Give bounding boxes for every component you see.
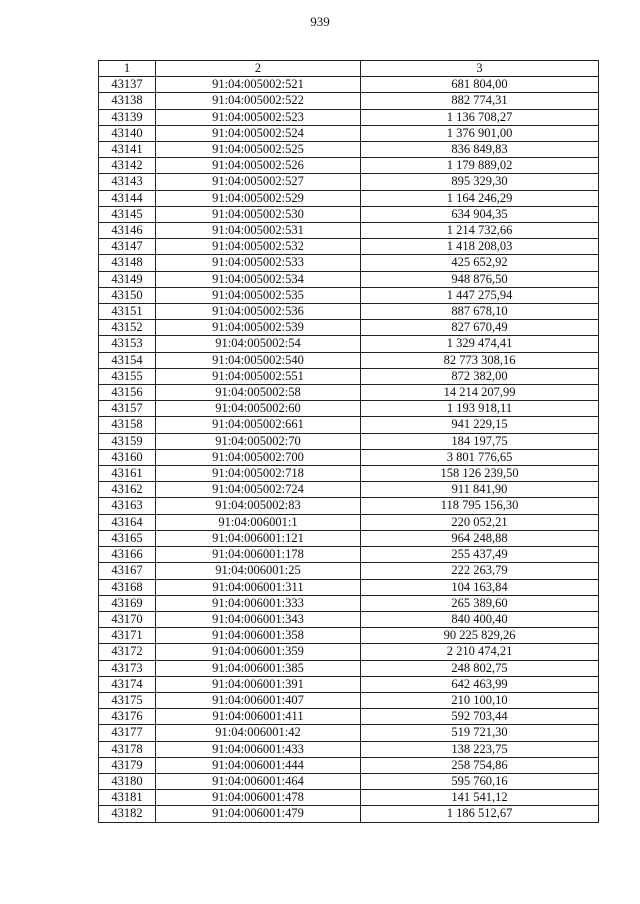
cell-cadastral-number: 91:04:005002:530 xyxy=(156,206,361,222)
cell-cadastral-number: 91:04:005002:529 xyxy=(156,190,361,206)
cell-row-number: 43177 xyxy=(99,725,156,741)
cell-cadastral-value: 222 263,79 xyxy=(361,563,599,579)
table-row xyxy=(99,401,599,417)
table-row xyxy=(99,692,599,708)
cell-row-number: 43167 xyxy=(99,563,156,579)
cell-cadastral-value: 595 760,16 xyxy=(361,773,599,789)
table-row xyxy=(99,368,599,384)
cell-cadastral-value: 1 179 889,02 xyxy=(361,158,599,174)
table-row xyxy=(99,741,599,757)
cell-cadastral-number: 91:04:005002:540 xyxy=(156,352,361,368)
table-row xyxy=(99,676,599,692)
cell-cadastral-value: 258 754,86 xyxy=(361,757,599,773)
cell-row-number: 43152 xyxy=(99,320,156,336)
cell-cadastral-number: 91:04:006001:343 xyxy=(156,611,361,627)
cell-cadastral-number: 91:04:006001:1 xyxy=(156,514,361,530)
cell-cadastral-value: 118 795 156,30 xyxy=(361,498,599,514)
cell-cadastral-number: 91:04:006001:464 xyxy=(156,773,361,789)
cell-cadastral-value: 255 437,49 xyxy=(361,547,599,563)
column-header-cadastral-number: 2 xyxy=(156,61,361,77)
cell-cadastral-value: 681 804,00 xyxy=(361,77,599,93)
cell-cadastral-number: 91:04:006001:311 xyxy=(156,579,361,595)
cell-row-number: 43182 xyxy=(99,806,156,822)
cell-row-number: 43141 xyxy=(99,142,156,158)
cell-cadastral-value: 941 229,15 xyxy=(361,417,599,433)
cell-cadastral-number: 91:04:006001:411 xyxy=(156,709,361,725)
cell-row-number: 43145 xyxy=(99,206,156,222)
cell-cadastral-value: 592 703,44 xyxy=(361,709,599,725)
table-row xyxy=(99,239,599,255)
table-row xyxy=(99,498,599,514)
table-row xyxy=(99,433,599,449)
cell-cadastral-value: 141 541,12 xyxy=(361,790,599,806)
cell-cadastral-value: 265 389,60 xyxy=(361,595,599,611)
cell-cadastral-number: 91:04:005002:54 xyxy=(156,336,361,352)
cell-cadastral-number: 91:04:005002:527 xyxy=(156,174,361,190)
cell-row-number: 43173 xyxy=(99,660,156,676)
table-row xyxy=(99,77,599,93)
cell-cadastral-value: 840 400,40 xyxy=(361,611,599,627)
cell-cadastral-number: 91:04:005002:539 xyxy=(156,320,361,336)
cell-row-number: 43180 xyxy=(99,773,156,789)
cell-row-number: 43149 xyxy=(99,271,156,287)
cell-row-number: 43150 xyxy=(99,287,156,303)
table-row xyxy=(99,660,599,676)
cell-row-number: 43172 xyxy=(99,644,156,660)
table-row xyxy=(99,190,599,206)
table-row xyxy=(99,174,599,190)
cell-cadastral-number: 91:04:005002:83 xyxy=(156,498,361,514)
cell-cadastral-value: 827 670,49 xyxy=(361,320,599,336)
cell-row-number: 43138 xyxy=(99,93,156,109)
table-row xyxy=(99,514,599,530)
table-row xyxy=(99,757,599,773)
table-row xyxy=(99,255,599,271)
cell-cadastral-number: 91:04:005002:700 xyxy=(156,449,361,465)
cell-cadastral-number: 91:04:006001:25 xyxy=(156,563,361,579)
column-header-cadastral-value: 3 xyxy=(361,61,599,77)
cell-row-number: 43139 xyxy=(99,109,156,125)
cell-cadastral-number: 91:04:005002:535 xyxy=(156,287,361,303)
cell-cadastral-value: 184 197,75 xyxy=(361,433,599,449)
cell-cadastral-number: 91:04:006001:121 xyxy=(156,530,361,546)
table-row xyxy=(99,628,599,644)
cell-row-number: 43164 xyxy=(99,514,156,530)
table-row xyxy=(99,449,599,465)
table-row xyxy=(99,790,599,806)
cell-row-number: 43163 xyxy=(99,498,156,514)
table-row xyxy=(99,725,599,741)
cell-cadastral-value: 82 773 308,16 xyxy=(361,352,599,368)
table-row xyxy=(99,125,599,141)
cell-cadastral-value: 1 376 901,00 xyxy=(361,125,599,141)
cell-row-number: 43165 xyxy=(99,530,156,546)
cell-cadastral-value: 425 652,92 xyxy=(361,255,599,271)
cell-row-number: 43147 xyxy=(99,239,156,255)
cell-cadastral-number: 91:04:005002:718 xyxy=(156,466,361,482)
cell-cadastral-value: 158 126 239,50 xyxy=(361,466,599,482)
table-row xyxy=(99,709,599,725)
cell-cadastral-value: 2 210 474,21 xyxy=(361,644,599,660)
table-row xyxy=(99,142,599,158)
cell-cadastral-value: 210 100,10 xyxy=(361,692,599,708)
cell-cadastral-number: 91:04:005002:70 xyxy=(156,433,361,449)
cell-row-number: 43140 xyxy=(99,125,156,141)
table-row xyxy=(99,206,599,222)
cell-cadastral-value: 3 801 776,65 xyxy=(361,449,599,465)
cell-row-number: 43174 xyxy=(99,676,156,692)
cell-cadastral-value: 248 802,75 xyxy=(361,660,599,676)
cell-cadastral-number: 91:04:005002:526 xyxy=(156,158,361,174)
cell-row-number: 43151 xyxy=(99,304,156,320)
cell-row-number: 43175 xyxy=(99,692,156,708)
cell-cadastral-number: 91:04:006001:385 xyxy=(156,660,361,676)
cell-cadastral-number: 91:04:006001:359 xyxy=(156,644,361,660)
table-row xyxy=(99,93,599,109)
cell-cadastral-value: 220 052,21 xyxy=(361,514,599,530)
cell-cadastral-value: 1 164 246,29 xyxy=(361,190,599,206)
table-row xyxy=(99,579,599,595)
table-row xyxy=(99,287,599,303)
cell-cadastral-value: 1 186 512,67 xyxy=(361,806,599,822)
cell-row-number: 43181 xyxy=(99,790,156,806)
table-header-row xyxy=(99,61,599,77)
cell-cadastral-number: 91:04:005002:534 xyxy=(156,271,361,287)
table-row xyxy=(99,466,599,482)
table-row xyxy=(99,336,599,352)
table-row xyxy=(99,595,599,611)
cell-row-number: 43144 xyxy=(99,190,156,206)
cell-cadastral-number: 91:04:005002:525 xyxy=(156,142,361,158)
cell-row-number: 43162 xyxy=(99,482,156,498)
table-row xyxy=(99,320,599,336)
cell-row-number: 43153 xyxy=(99,336,156,352)
cell-cadastral-value: 964 248,88 xyxy=(361,530,599,546)
cell-cadastral-value: 911 841,90 xyxy=(361,482,599,498)
cell-cadastral-number: 91:04:005002:661 xyxy=(156,417,361,433)
table-row xyxy=(99,223,599,239)
cell-cadastral-value: 104 163,84 xyxy=(361,579,599,595)
cell-cadastral-number: 91:04:006001:391 xyxy=(156,676,361,692)
table-row xyxy=(99,563,599,579)
cell-row-number: 43148 xyxy=(99,255,156,271)
cell-cadastral-number: 91:04:006001:358 xyxy=(156,628,361,644)
table-row xyxy=(99,806,599,822)
cell-cadastral-value: 642 463,99 xyxy=(361,676,599,692)
cell-cadastral-number: 91:04:005002:551 xyxy=(156,368,361,384)
cell-cadastral-number: 91:04:006001:444 xyxy=(156,757,361,773)
cell-cadastral-number: 91:04:005002:522 xyxy=(156,93,361,109)
cell-row-number: 43143 xyxy=(99,174,156,190)
cell-cadastral-number: 91:04:006001:407 xyxy=(156,692,361,708)
cell-row-number: 43142 xyxy=(99,158,156,174)
cell-row-number: 43156 xyxy=(99,385,156,401)
cell-cadastral-value: 836 849,83 xyxy=(361,142,599,158)
cell-row-number: 43161 xyxy=(99,466,156,482)
table-row xyxy=(99,304,599,320)
cell-cadastral-number: 91:04:005002:536 xyxy=(156,304,361,320)
cell-cadastral-value: 1 193 918,11 xyxy=(361,401,599,417)
cell-cadastral-number: 91:04:005002:532 xyxy=(156,239,361,255)
column-header-number: 1 xyxy=(99,61,156,77)
cell-cadastral-value: 1 329 474,41 xyxy=(361,336,599,352)
page-number: 939 xyxy=(310,14,330,29)
cell-cadastral-value: 895 329,30 xyxy=(361,174,599,190)
cell-cadastral-value: 1 447 275,94 xyxy=(361,287,599,303)
cell-row-number: 43137 xyxy=(99,77,156,93)
table-row xyxy=(99,547,599,563)
cell-cadastral-number: 91:04:006001:178 xyxy=(156,547,361,563)
cell-cadastral-number: 91:04:006001:433 xyxy=(156,741,361,757)
cell-cadastral-value: 1 418 208,03 xyxy=(361,239,599,255)
cell-cadastral-number: 91:04:005002:523 xyxy=(156,109,361,125)
table-row xyxy=(99,271,599,287)
cell-cadastral-value: 1 214 732,66 xyxy=(361,223,599,239)
cell-row-number: 43160 xyxy=(99,449,156,465)
cell-cadastral-value: 519 721,30 xyxy=(361,725,599,741)
cell-cadastral-number: 91:04:005002:724 xyxy=(156,482,361,498)
cell-row-number: 43168 xyxy=(99,579,156,595)
cell-row-number: 43154 xyxy=(99,352,156,368)
cell-cadastral-value: 1 136 708,27 xyxy=(361,109,599,125)
cell-row-number: 43170 xyxy=(99,611,156,627)
cell-cadastral-number: 91:04:005002:60 xyxy=(156,401,361,417)
cell-row-number: 43146 xyxy=(99,223,156,239)
cell-cadastral-number: 91:04:005002:531 xyxy=(156,223,361,239)
table-row xyxy=(99,417,599,433)
cell-row-number: 43176 xyxy=(99,709,156,725)
table-row xyxy=(99,352,599,368)
cadastral-value-table xyxy=(98,60,599,823)
table-row xyxy=(99,385,599,401)
table-row xyxy=(99,482,599,498)
cell-cadastral-number: 91:04:006001:42 xyxy=(156,725,361,741)
table-row xyxy=(99,611,599,627)
cell-cadastral-number: 91:04:006001:479 xyxy=(156,806,361,822)
cell-row-number: 43157 xyxy=(99,401,156,417)
cell-cadastral-number: 91:04:006001:478 xyxy=(156,790,361,806)
table-body xyxy=(99,77,599,822)
table-row xyxy=(99,158,599,174)
cell-cadastral-number: 91:04:005002:533 xyxy=(156,255,361,271)
cell-row-number: 43171 xyxy=(99,628,156,644)
cell-cadastral-number: 91:04:005002:58 xyxy=(156,385,361,401)
cell-cadastral-number: 91:04:005002:524 xyxy=(156,125,361,141)
cell-row-number: 43178 xyxy=(99,741,156,757)
cell-row-number: 43159 xyxy=(99,433,156,449)
cell-row-number: 43169 xyxy=(99,595,156,611)
table-row xyxy=(99,109,599,125)
table-row xyxy=(99,644,599,660)
cell-cadastral-value: 882 774,31 xyxy=(361,93,599,109)
cell-cadastral-value: 887 678,10 xyxy=(361,304,599,320)
cell-cadastral-value: 872 382,00 xyxy=(361,368,599,384)
cell-cadastral-number: 91:04:005002:521 xyxy=(156,77,361,93)
cell-cadastral-number: 91:04:006001:333 xyxy=(156,595,361,611)
cell-row-number: 43179 xyxy=(99,757,156,773)
cell-cadastral-value: 90 225 829,26 xyxy=(361,628,599,644)
cell-cadastral-value: 14 214 207,99 xyxy=(361,385,599,401)
cell-cadastral-value: 138 223,75 xyxy=(361,741,599,757)
cell-cadastral-value: 634 904,35 xyxy=(361,206,599,222)
cell-row-number: 43155 xyxy=(99,368,156,384)
cell-row-number: 43166 xyxy=(99,547,156,563)
cell-cadastral-value: 948 876,50 xyxy=(361,271,599,287)
cell-row-number: 43158 xyxy=(99,417,156,433)
table-row xyxy=(99,773,599,789)
table-row xyxy=(99,530,599,546)
